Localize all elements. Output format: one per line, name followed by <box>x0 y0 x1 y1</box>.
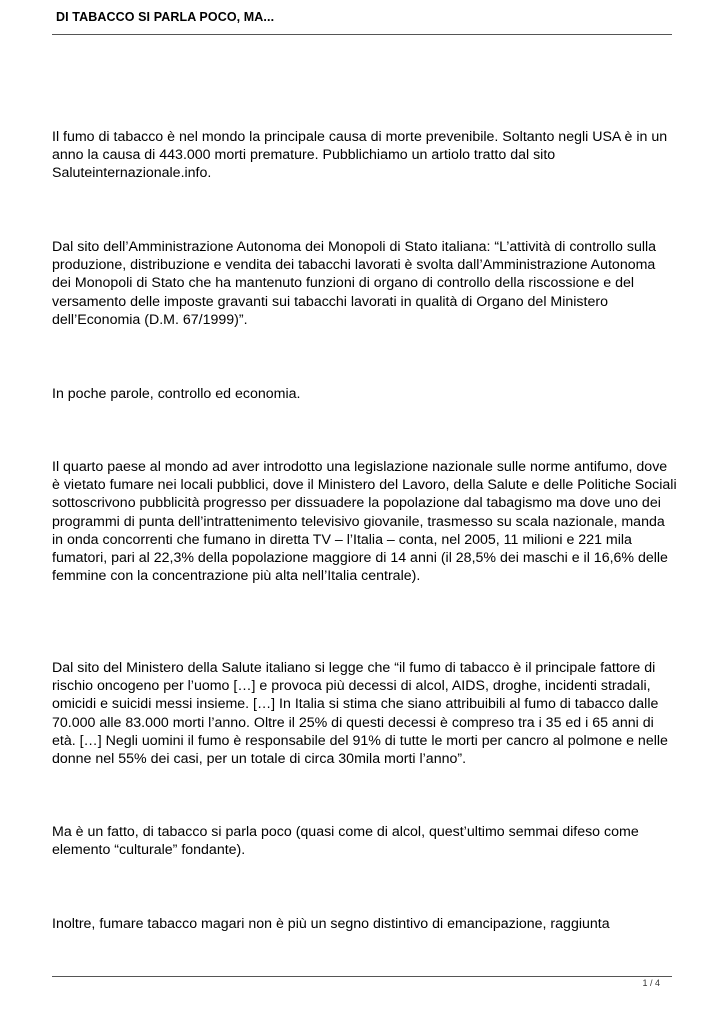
footer-divider <box>52 976 672 977</box>
article-paragraph-intro: Il fumo di tabacco è nel mondo la principale causa di morte prevenibile. Soltanto negli USA è in un anno la causa di 443.000 morti premature. Pubblichiamo un artiolo tratto dal sito Saluteinternazionale.info. <box>52 129 668 182</box>
article-paragraph-ministero: Dal sito del Ministero della Salute italiano si legge che “il fumo di tabacco è il principale fattore di rischio oncogeno per l’uomo […] e provoca più decessi di alcol, AIDS, droghe, incidenti stradali, omicidi e suicidi messi insieme. […] In Italia si stima che siano attribuibili al fumo di tabacco dalle 70.000 alle 83.000 morti l’anno. Oltre il 25% di questi decessi è compreso tra i 35 ed i 65 anni di età. […] Negli uomini il fumo è responsabile del 91% di tutte le morti per cancro al polmone e nelle donne nel 55% dei casi, per un totale di circa 30mila morti l’anno”. <box>52 660 668 768</box>
article-paragraph-summary: In poche parole, controllo ed economia. <box>52 386 301 402</box>
article-paragraph-fact: Ma è un fatto, di tabacco si parla poco (quasi come di alcol, quest’ultimo semmai difeso come elemento “culturale” fondante). <box>52 824 639 859</box>
header-divider <box>52 34 672 35</box>
page-number: 1 / 4 <box>642 978 660 988</box>
article-paragraph-inoltre: Inoltre, fumare tabacco magari non è più un segno distintivo di emancipazione, raggiunta <box>52 916 610 932</box>
article-paragraph-monopoli: Dal sito dell’Amministrazione Autonoma dei Monopoli di Stato italiana: “L’attività di controllo sulla produzione, distribuzione e vendita dei tabacchi lavorati è svolta dall’Amministrazione Autonoma dei Monopoli di Stato che ha mantenuto funzioni di organo di controllo della riscossione e del versamento delle imposte gravanti sui tabacchi lavorati in qualità di Organo del Ministero dell’Economia (D.M. 67/1999)”. <box>52 239 657 328</box>
article-paragraph-italy-stats: Il quarto paese al mondo ad aver introdotto una legislazione nazionale sulle norme antifumo, dove è vietato fumare nei locali pubblici, dove il Ministero del Lavoro, della Salute e delle Politiche Sociali sottoscrivono pubblicità progresso per dissuadere la popolazione dal tabagismo ma dove uno dei programmi di punta dell’intrattenimento televisivo giovanile, trasmesso su scala nazionale, manda in onda concorrenti che fumano in diretta TV – l’Italia – conta, nel 2005, 11 milioni e 221 mila fumatori, pari al 22,3% della popolazione maggiore di 14 anni (il 28,5% dei maschi e il 16,6% delle femmine con la concentrazione più alta nell’Italia centrale). <box>52 459 677 585</box>
page-header-title: DI TABACCO SI PARLA POCO, MA... <box>56 10 275 24</box>
